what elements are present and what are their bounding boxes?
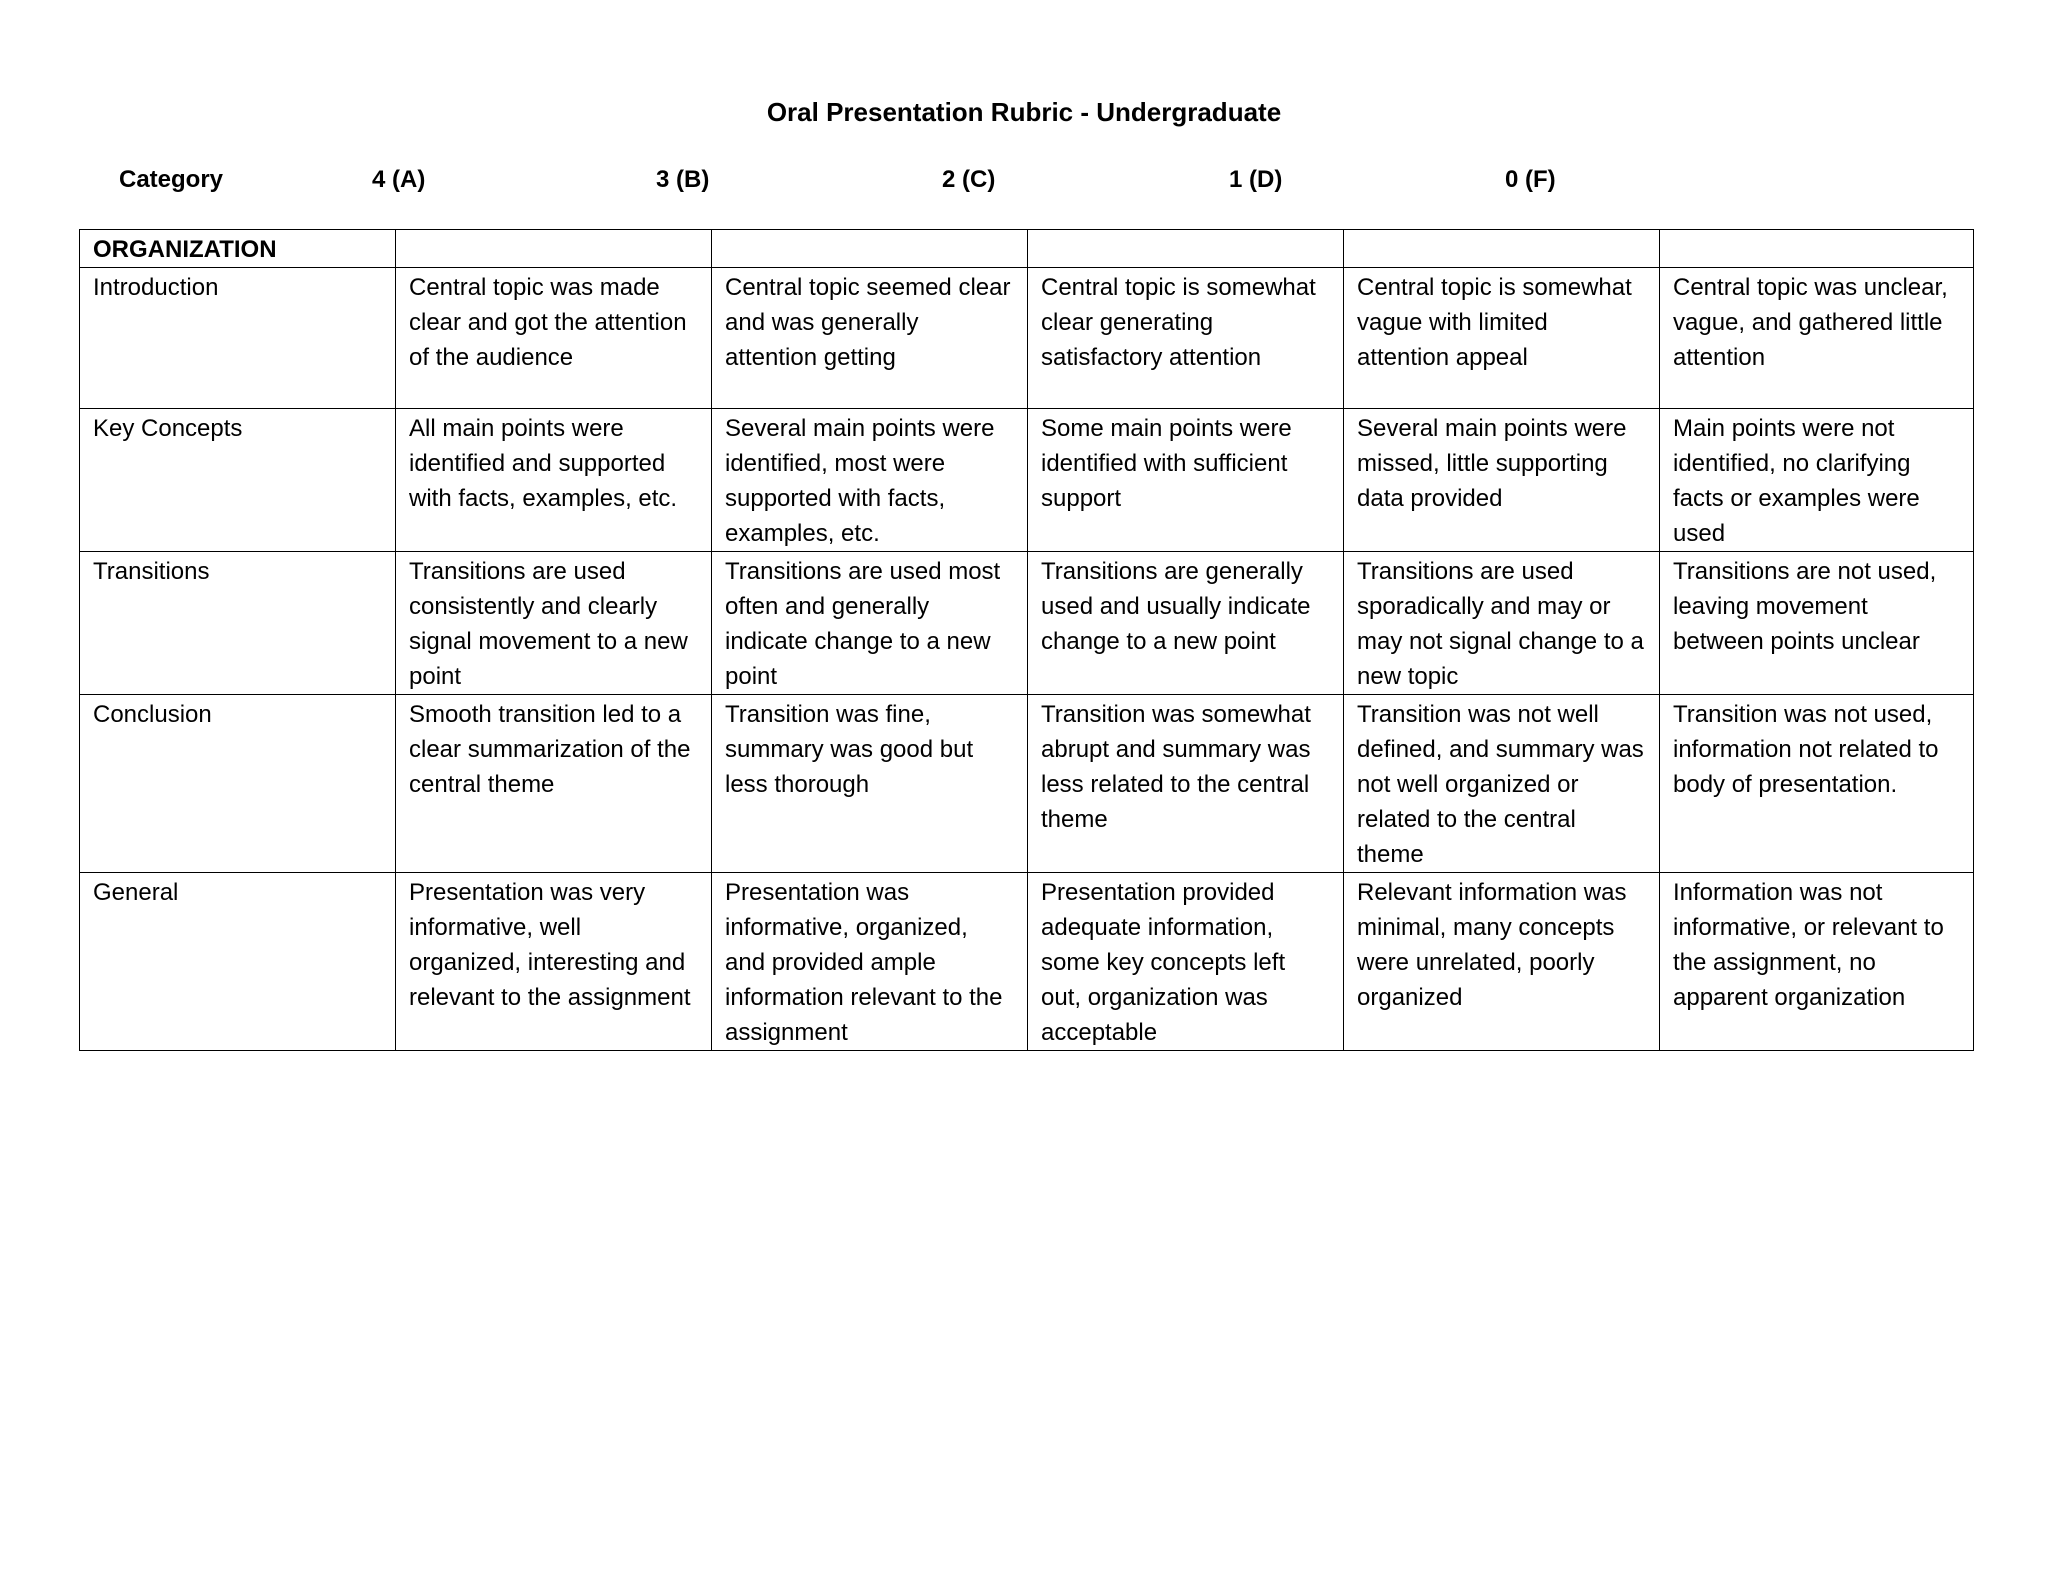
rubric-cell: Main points were not identified, no clarifying facts or examples were used (1660, 409, 1974, 552)
rubric-row-key-concepts (80, 409, 1974, 552)
empty-cell (1028, 230, 1344, 268)
rubric-cell: All main points were identified and supported with facts, examples, etc. (396, 409, 712, 552)
empty-cell (1660, 230, 1974, 268)
rubric-cell: Transition was not well defined, and summary was not well organized or related to the central theme (1344, 695, 1660, 873)
row-category: Conclusion (80, 695, 396, 873)
rubric-cell: Transition was somewhat abrupt and summary was less related to the central theme (1028, 695, 1344, 873)
rubric-cell: Central topic is somewhat vague with limited attention appeal (1344, 268, 1660, 409)
rubric-row-transitions (80, 552, 1974, 695)
rubric-cell: Smooth transition led to a clear summarization of the central theme (396, 695, 712, 873)
rubric-cell: Central topic is somewhat clear generating satisfactory attention (1028, 268, 1344, 409)
row-category: Transitions (80, 552, 396, 695)
rubric-cell: Presentation provided adequate information, some key concepts left out, organization was acceptable (1028, 873, 1344, 1051)
empty-cell (1344, 230, 1660, 268)
rubric-row-introduction (80, 268, 1974, 409)
rubric-row-general (80, 873, 1974, 1051)
rubric-cell: Transitions are generally used and usually indicate change to a new point (1028, 552, 1344, 695)
row-category: General (80, 873, 396, 1051)
rubric-row-conclusion (80, 695, 1974, 873)
rubric-cell: Central topic was unclear, vague, and gathered little attention (1660, 268, 1974, 409)
rubric-cell: Central topic seemed clear and was generally attention getting (712, 268, 1028, 409)
row-category: Key Concepts (80, 409, 396, 552)
rubric-cell: Central topic was made clear and got the attention of the audience (396, 268, 712, 409)
header-level-b: 3 (B) (656, 166, 710, 193)
rubric-cell: Transitions are used most often and generally indicate change to a new point (712, 552, 1028, 695)
header-category: Category (119, 166, 224, 193)
rubric-cell: Presentation was informative, organized, and provided ample information relevant to the assignment (712, 873, 1028, 1051)
rubric-cell: Transition was not used, information not related to body of presentation. (1660, 695, 1974, 873)
page-title: Oral Presentation Rubric - Undergraduate (766, 97, 1282, 127)
row-category: Introduction (80, 268, 396, 409)
rubric-cell: Presentation was very informative, well organized, interesting and relevant to the assignment (396, 873, 712, 1051)
header-level-d: 1 (D) (1229, 166, 1283, 193)
rubric-cell: Information was not informative, or relevant to the assignment, no apparent organization (1660, 873, 1974, 1051)
header-level-a: 4 (A) (372, 166, 426, 193)
rubric-cell: Several main points were identified, most were supported with facts, examples, etc. (712, 409, 1028, 552)
empty-cell (396, 230, 712, 268)
rubric-cell: Several main points were missed, little supporting data provided (1344, 409, 1660, 552)
rubric-cell: Transitions are used consistently and clearly signal movement to a new point (396, 552, 712, 695)
section-row (80, 230, 1974, 268)
header-level-c: 2 (C) (942, 166, 996, 193)
section-label: ORGANIZATION (80, 230, 396, 268)
rubric-cell: Transition was fine, summary was good but less thorough (712, 695, 1028, 873)
empty-cell (712, 230, 1028, 268)
rubric-cell: Transitions are not used, leaving movement between points unclear (1660, 552, 1974, 695)
rubric-cell: Transitions are used sporadically and may or may not signal change to a new topic (1344, 552, 1660, 695)
rubric-table (79, 229, 1974, 1051)
header-level-f: 0 (F) (1505, 166, 1556, 193)
rubric-cell: Some main points were identified with sufficient support (1028, 409, 1344, 552)
rubric-cell: Relevant information was minimal, many concepts were unrelated, poorly organized (1344, 873, 1660, 1051)
